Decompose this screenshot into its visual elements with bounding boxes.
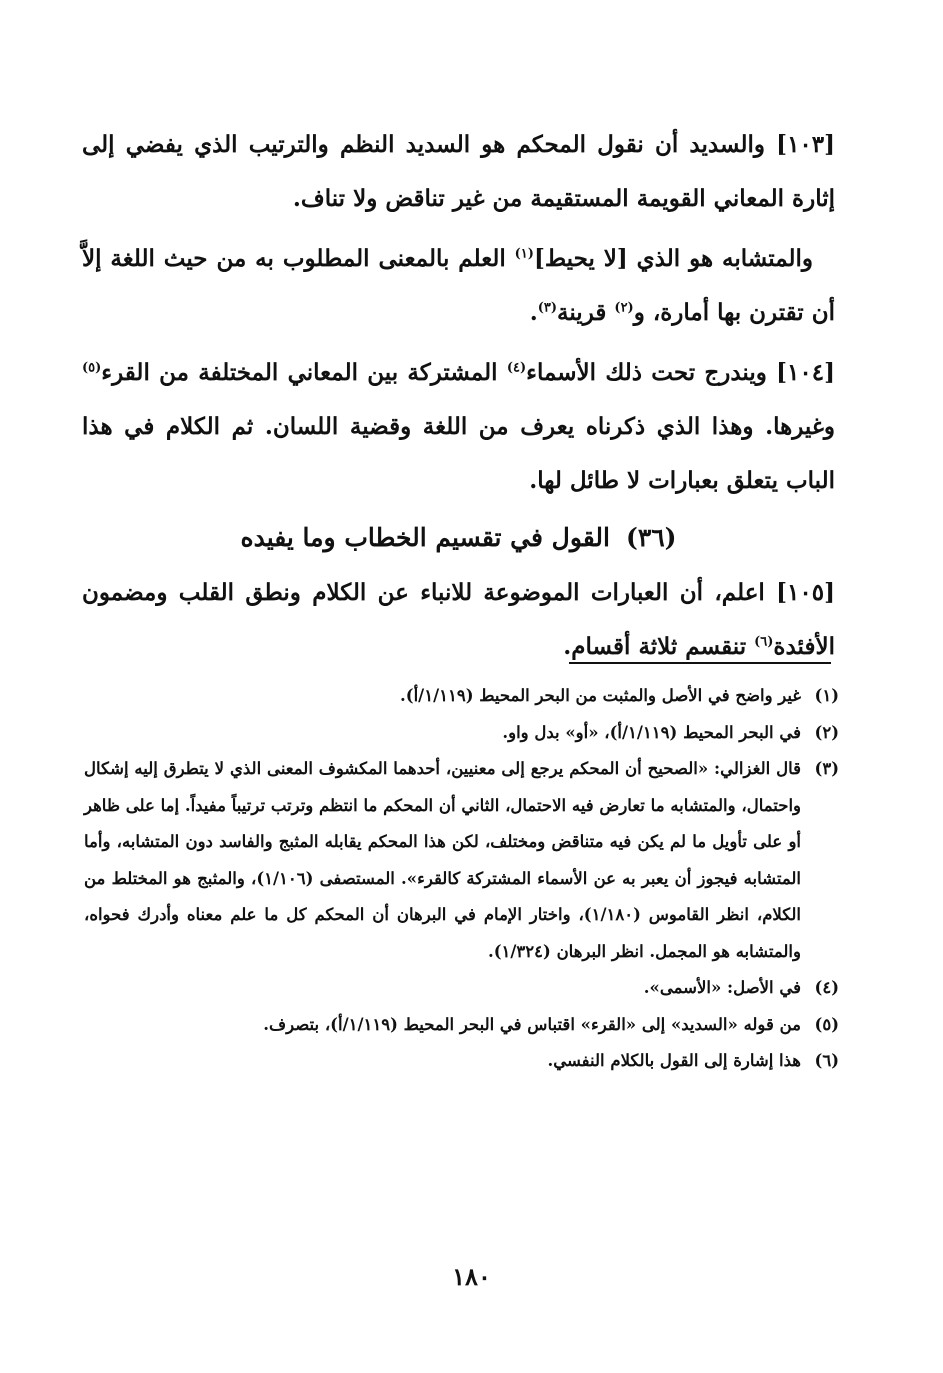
footnote-item	[84, 970, 839, 1007]
footnote-ref: (٦)	[754, 634, 774, 650]
footnote-item	[84, 678, 839, 715]
footnote-text: قال الغزالي: «الصحيح أن المحكم يرجع إلى معنيين، أحدهما المكشوف المعنى الذي لا يتطرق إليه إشكال واحتمال، والمتشابه ما تعارض فيه الاحتمال، الثاني أن المحكم ما انتظم وترتب ترتيباً مفيداً. إما على ظاهر أو على تأويل ما لم يكن فيه متناقض ومختلف، لكن هذا المحكم يقابله المثبج والفاسد دون المتشابه، وأما المتشابه فيجوز أن يعبر به عن الأسماء المشتركة كالقرء». المستصفى (١/١٠٦)، والمثبج هو المختلط من الكلام، انظر القاموس (١/١٨٠)، واختار الإمام في البرهان أن المحكم كل ما علم معناه وأدرك فحواه، والمتشابه هو المجمل. انظر البرهان (١/٣٢٤).	[84, 759, 801, 961]
footnote-number: (٢)	[814, 722, 839, 742]
section-heading	[82, 510, 835, 566]
paragraph-text: وغيرها. وهذا الذي ذكرناه يعرف من اللغة وقضية اللسان. ثم الكلام في هذا الباب يتعلق بعبارات لا طائل لها.	[82, 413, 835, 494]
footnote-number: (٥)	[814, 1014, 839, 1034]
paragraph-text: [١٠٤] ويندرج تحت ذلك الأسماء	[526, 359, 835, 386]
footnote-ref: (٣)	[537, 300, 558, 316]
footnote-item	[84, 715, 839, 752]
paragraph-text: .	[529, 299, 538, 326]
footnote-number: (٤)	[814, 978, 839, 997]
footnote-number: (٦)	[814, 1051, 839, 1070]
page-number: ١٨٠	[452, 1262, 491, 1291]
footnote-item	[84, 751, 839, 970]
footnote-ref: (٢)	[614, 300, 634, 316]
paragraph-103	[82, 118, 835, 226]
footnotes	[84, 678, 839, 1080]
paragraph-text: المشتركة بين المعاني المختلفة من القرء	[101, 359, 507, 386]
paragraph-text: [١٠٥] اعلم، أن العبارات الموضوعة للانباء عن الكلام ونطق القلب ومضمون الأفئدة	[82, 579, 835, 660]
paragraph-text: والمتشابه هو الذي [لا يحيط]	[533, 245, 813, 272]
footnote-divider	[569, 662, 831, 664]
paragraph-mutashabih	[82, 232, 835, 340]
footnote-ref: (٥)	[82, 360, 102, 376]
paragraph-104	[82, 346, 835, 508]
footnote-number: (١)	[814, 686, 839, 705]
footnote-item	[84, 1007, 839, 1044]
paragraph-text: [١٠٣] والسديد أن نقول المحكم هو السديد النظم والترتيب الذي يفضي إلى إثارة المعاني القويمة المستقيمة من غير تناقض ولا تناف.	[82, 131, 836, 212]
paragraph-text: قرينة	[557, 299, 615, 326]
footnote-number: (٣)	[814, 759, 839, 778]
paragraph-text: العلم بالمعنى المطلوب به من حيث اللغة إلاَّ أن تقترن بها أمارة، و	[82, 245, 835, 326]
section-title: القول في تقسيم الخطاب وما يفيده	[240, 523, 610, 552]
footnote-text: في البحر المحيط (١/١١٩/أ)، «أو» بدل واو.	[502, 722, 801, 742]
footnote-text: من قوله «السديد» إلى «القرء» اقتباس في البحر المحيط (١/١١٩/أ)، بتصرف.	[263, 1014, 801, 1034]
section-number: (٣٦)	[625, 523, 677, 552]
footnote-ref: (٤)	[506, 360, 527, 376]
footnote-text: غير واضح في الأصل والمثبت من البحر المحيط (١/١١٩/أ).	[400, 686, 801, 705]
paragraph-105	[82, 566, 835, 674]
paragraph-text: تنقسم ثلاثة أقسام.	[563, 633, 755, 660]
footnote-item	[84, 1043, 839, 1080]
footnote-ref: (١)	[514, 246, 534, 262]
footnote-text: هذا إشارة إلى القول بالكلام النفسي.	[547, 1051, 801, 1070]
footnote-text: في الأصل: «الأسمى».	[643, 978, 801, 997]
main-text	[82, 118, 835, 674]
